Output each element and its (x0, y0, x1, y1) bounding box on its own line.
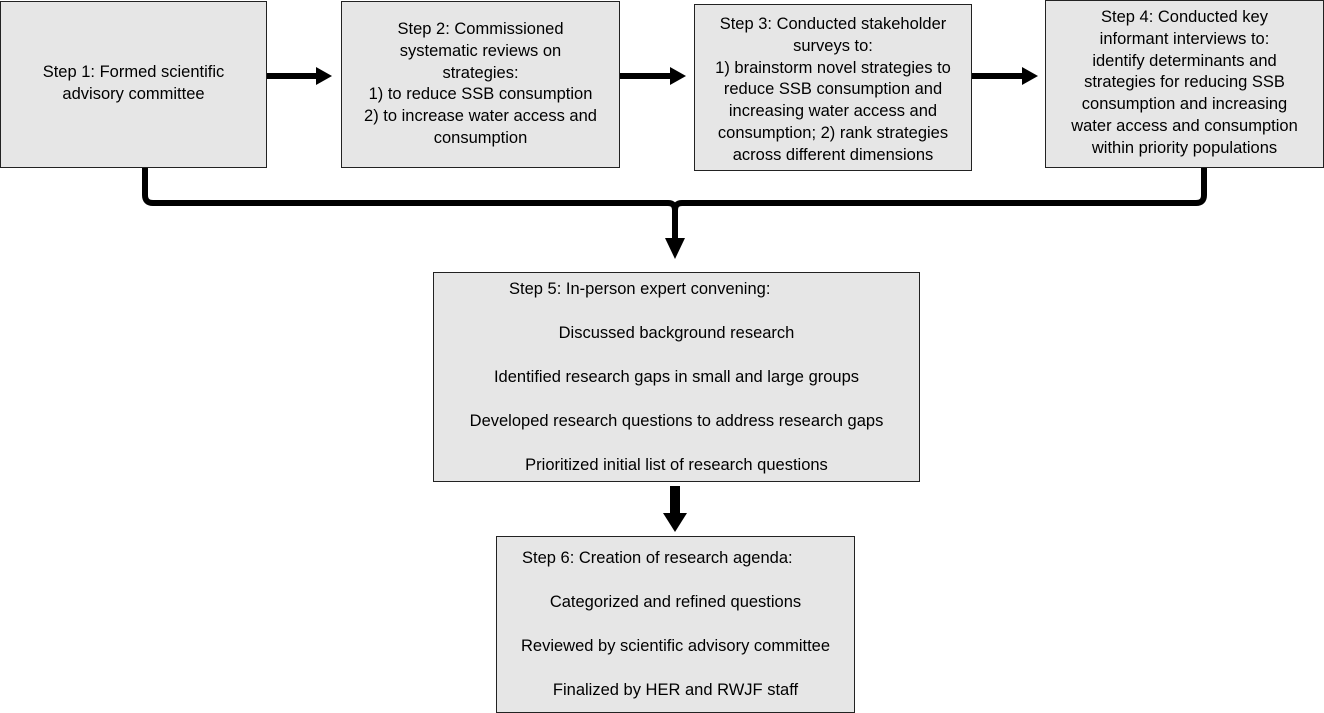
step4-line-6: water access and consumption (1071, 116, 1298, 135)
step3-box (694, 4, 972, 171)
step3-line-7: across different dimensions (732, 145, 934, 164)
step3-line-6: consumption; 2) rank strategies (717, 123, 949, 142)
step3-line-3: 1) brainstorm novel strategies to (715, 58, 951, 77)
step2-line-3: strategies: (442, 63, 519, 82)
step5-title: Step 5: In-person expert convening: (509, 280, 771, 298)
step4-line-3: identify determinants and (1092, 51, 1277, 70)
arrow-merge-step5-head (665, 238, 685, 259)
step2-line-1: Step 2: Commissioned (397, 20, 564, 38)
step1-line-1: Step 1: Formed scientific (42, 63, 225, 81)
step3-line-1: Step 3: Conducted stakeholder (719, 15, 947, 33)
step6-item-1: Categorized and refined questions (549, 593, 802, 611)
step4-line-1: Step 4: Conducted key (1101, 8, 1268, 26)
step4-line-7: within priority populations (1091, 138, 1278, 157)
step4-box (1045, 0, 1324, 168)
step6-title: Step 6: Creation of research agenda: (522, 549, 793, 567)
step6-box (496, 536, 855, 713)
step3-line-4: reduce SSB consumption and (723, 80, 943, 99)
step3-line-2: surveys to: (793, 36, 873, 55)
step1-box (0, 1, 267, 168)
merge-bracket (145, 168, 1204, 210)
step2-line-4: 1) to reduce SSB consumption (368, 85, 593, 104)
step2-line-5: 2) to increase water access and (364, 107, 597, 126)
arrow-step5-step6-head (663, 513, 687, 532)
step3-line-5: increasing water access and (728, 102, 938, 121)
arrow-merge-step5-shaft (672, 208, 678, 240)
step4-line-4: strategies for reducing SSB (1084, 73, 1285, 92)
arrow-step2-step3-head (670, 67, 686, 85)
arrow-step2-step3-shaft (620, 73, 672, 79)
step4-line-2: informant interviews to: (1099, 29, 1270, 48)
arrow-step1-step2-head (316, 67, 332, 85)
arrow-step5-step6-shaft (670, 486, 680, 516)
arrow-step3-step4-head (1022, 67, 1038, 85)
step4-line-5: consumption and increasing (1081, 95, 1288, 114)
step5-item-1: Discussed background research (558, 324, 795, 342)
step6-item-2: Reviewed by scientific advisory committee (520, 637, 831, 655)
step5-item-4: Prioritized initial list of research questions (525, 456, 828, 474)
step5-item-2: Identified research gaps in small and large groups (493, 368, 860, 386)
step2-box (341, 1, 620, 168)
step5-box (433, 272, 920, 482)
arrow-step3-step4-shaft (972, 73, 1024, 79)
arrow-step1-step2-shaft (266, 73, 318, 79)
step5-item-3: Developed research questions to address research gaps (469, 412, 884, 430)
step2-line-2: systematic reviews on (399, 41, 562, 60)
step2-line-6: consumption (433, 128, 528, 147)
step6-item-3: Finalized by HER and RWJF staff (552, 681, 799, 699)
step1-line-2: advisory committee (62, 84, 205, 103)
